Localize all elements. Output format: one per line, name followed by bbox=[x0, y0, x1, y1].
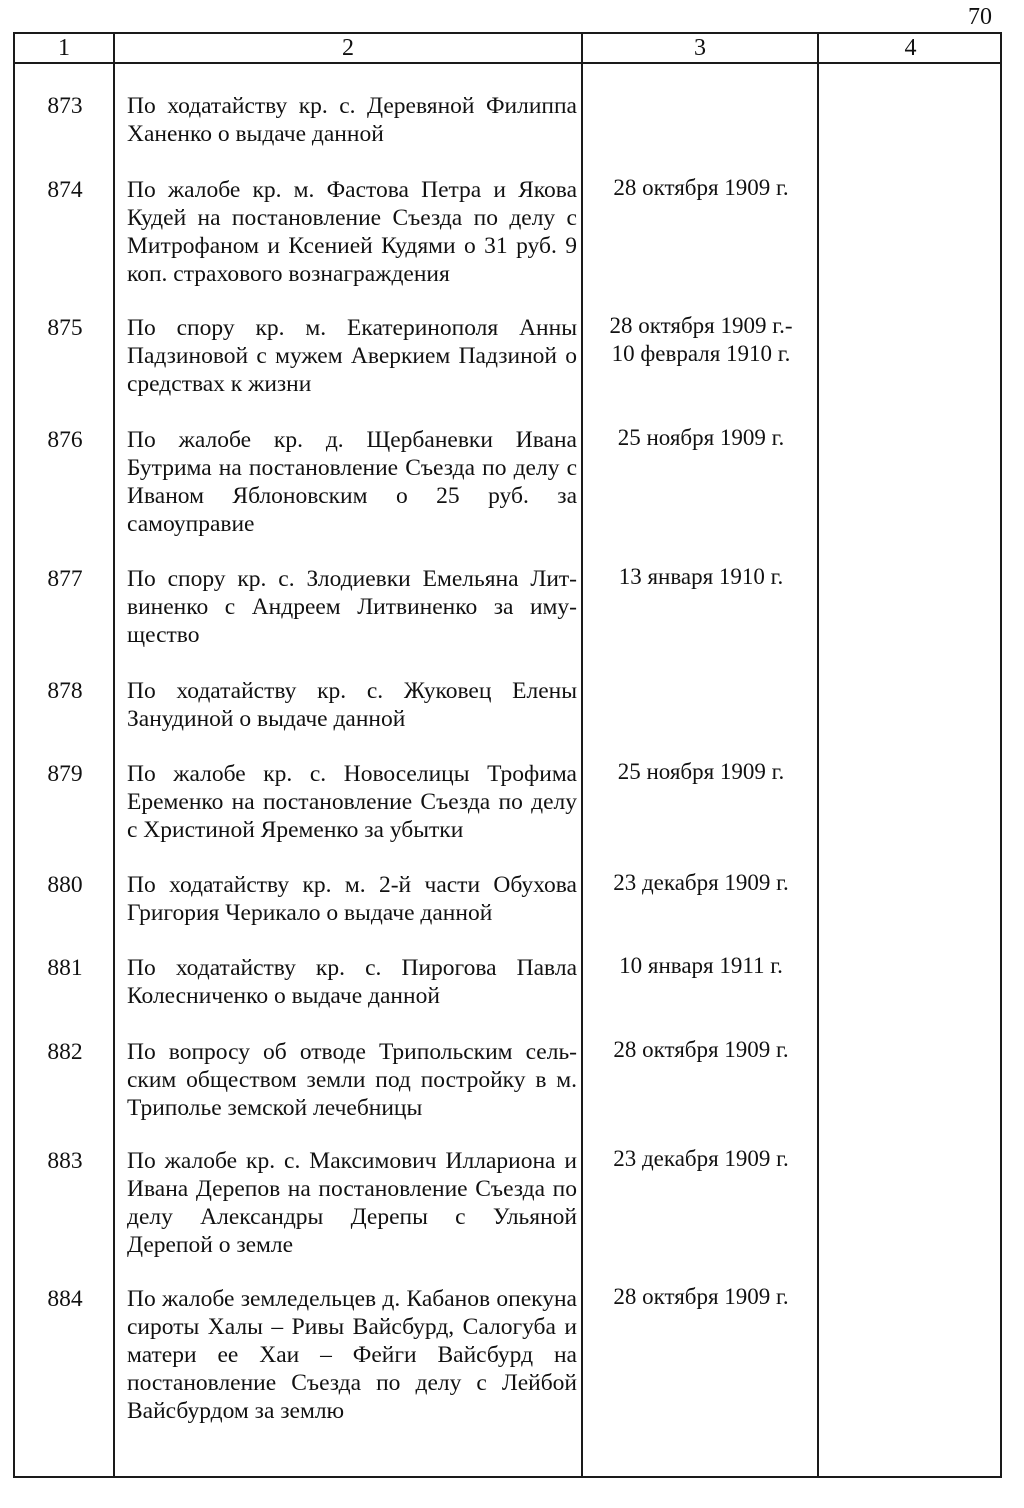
row-date bbox=[585, 1283, 817, 1311]
row-description: По жалобе кр. д. Щербаневки Ивана Бутрима на постановление Съезда по делу с Иваном Яблоновским о 25 руб. за самоуправие bbox=[127, 427, 577, 537]
row-date-line: 13 января 1910 г. bbox=[618, 564, 784, 589]
column-header-4: 4 bbox=[904, 35, 917, 61]
row-date bbox=[585, 952, 817, 980]
row-number: 880 bbox=[47, 872, 83, 898]
row-number: 877 bbox=[47, 566, 83, 592]
row-description: По вопросу об отводе Трипольским сель-ским обществом земли под постройку в м. Триполье земской лечебницы bbox=[127, 1039, 577, 1121]
row-number: 879 bbox=[47, 761, 83, 787]
row-date-line: 28 октября 1909 г. bbox=[613, 1284, 789, 1309]
column-divider bbox=[581, 34, 583, 1476]
row-date-line: 28 октября 1909 г.- bbox=[609, 313, 793, 338]
row-description: По спору кр. с. Злодиевки Емельяна Лит-виненко с Андреем Литвиненко за иму-щество bbox=[127, 566, 577, 648]
row-description: По ходатайству кр. с. Жуковец Елены Занудиной о выдаче данной bbox=[127, 678, 577, 732]
row-date-line: 28 октября 1909 г. bbox=[613, 175, 789, 200]
row-number: 873 bbox=[47, 93, 83, 119]
row-description: По жалобе кр. м. Фастова Петра и Якова Кудей на постановление Съезда по делу с Митрофаном и Ксенией Кудями о 31 руб. 9 коп. страхового вознаграждения bbox=[127, 177, 577, 287]
row-description: По ходатайству кр. м. 2-й части Обухова Григория Черикало о выдаче данной bbox=[127, 872, 577, 926]
row-number: 876 bbox=[47, 427, 83, 453]
row-date bbox=[585, 1036, 817, 1064]
table-header bbox=[15, 34, 1000, 64]
row-number: 878 bbox=[47, 678, 83, 704]
row-date-line: 23 декабря 1909 г. bbox=[613, 870, 789, 895]
column-divider bbox=[113, 34, 115, 1476]
row-number: 882 bbox=[47, 1039, 83, 1065]
row-description: По ходатайству кр. с. Пирогова Павла Колесниченко о выдаче данной bbox=[127, 955, 577, 1009]
row-number: 881 bbox=[47, 955, 83, 981]
row-number: 874 bbox=[47, 177, 83, 203]
row-date-line: 28 октября 1909 г. bbox=[613, 1037, 789, 1062]
row-number: 883 bbox=[47, 1148, 83, 1174]
row-date-line: 10 февраля 1910 г. bbox=[611, 341, 791, 366]
column-divider bbox=[817, 34, 819, 1476]
row-description: По ходатайству кр. с. Деревяной Филиппа Ханенко о выдаче данной bbox=[127, 93, 577, 147]
row-date bbox=[585, 869, 817, 897]
row-date bbox=[585, 424, 817, 452]
row-date-line: 23 декабря 1909 г. bbox=[613, 1146, 789, 1171]
column-header-3: 3 bbox=[694, 35, 706, 61]
row-date-line: 25 ноября 1909 г. bbox=[617, 759, 785, 784]
row-description: По жалобе кр. с. Максимович Иллариона и Ивана Дерепов на постановление Съезда по делу Александры Дерепы с Ульяной Дерепой о земле bbox=[127, 1148, 577, 1258]
row-date bbox=[585, 1145, 817, 1173]
row-date bbox=[585, 174, 817, 202]
row-number: 884 bbox=[47, 1286, 83, 1312]
row-date bbox=[585, 312, 817, 368]
row-description: По спору кр. м. Екатеринополя Анны Падзиновой с мужем Аверкием Падзиной о средствах к жизни bbox=[127, 315, 577, 397]
row-date-line: 25 ноября 1909 г. bbox=[617, 425, 785, 450]
row-date bbox=[585, 758, 817, 786]
row-date-line: 10 января 1911 г. bbox=[619, 953, 783, 978]
row-description: По жалобе кр. с. Новоселицы Трофима Еременко на постановление Съезда по делу с Христиной Яременко за убытки bbox=[127, 761, 577, 843]
row-date bbox=[585, 563, 817, 591]
column-header-2: 2 bbox=[342, 35, 354, 61]
column-header-1: 1 bbox=[58, 35, 70, 61]
row-number: 875 bbox=[47, 315, 83, 341]
page-number: 70 bbox=[968, 4, 992, 30]
register-table bbox=[13, 32, 1002, 1478]
row-description: По жалобе земледельцев д. Кабанов опекуна сироты Халы – Ривы Вайсбурд, Салогуба и матери ее Хаи – Фейги Вайсбурд на постановление Съезда по делу с Лейбой Вайсбурдом за землю bbox=[127, 1286, 577, 1424]
